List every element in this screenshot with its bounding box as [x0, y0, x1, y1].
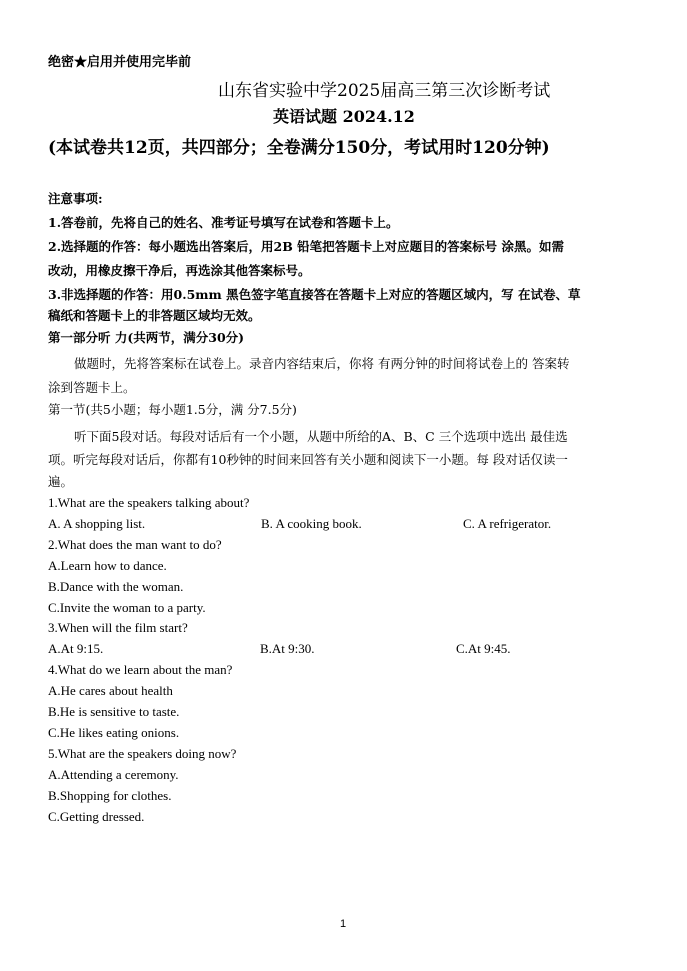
notice-item-2-cont: 改动，用橡皮擦干净后，再选涂其他答案标号。	[48, 263, 311, 278]
question-5-option-b: B.Shopping for clothes.	[48, 788, 172, 803]
question-3-stem: 3.When will the film start?	[48, 620, 188, 635]
notice-heading: 注意事项:	[48, 191, 103, 206]
question-3-option-b: B.At 9:30.	[260, 641, 315, 656]
question-4-option-a: A.He cares about health	[48, 683, 173, 698]
exam-subject: 英语试题 2024.12	[273, 107, 415, 126]
question-4-option-b: B.He is sensitive to taste.	[48, 704, 180, 719]
question-2-option-a: A.Learn how to dance.	[48, 558, 167, 573]
section1-intro-3: 遍。	[48, 474, 74, 489]
question-1-option-a: A. A shopping list.	[48, 516, 146, 531]
page-number: 1	[340, 918, 347, 930]
notice-item-3-cont: 稿纸和答题卡上的非答题区域均无效。	[48, 308, 261, 323]
question-3-option-c: C.At 9:45.	[456, 641, 511, 656]
question-2-stem: 2.What does the man want to do?	[48, 537, 222, 552]
section1-intro: 听下面5段对话。每段对话后有一个小题，从题中所给的A、B、C 三个选项中选出 最佳选	[74, 429, 568, 444]
notice-item-2: 2.选择题的作答：每小题选出答案后，用2B 铅笔把答题卡上对应题目的答案标号 涂黑。如需	[48, 239, 565, 254]
question-5-stem: 5.What are the speakers doing now?	[48, 746, 237, 761]
question-4-stem: 4.What do we learn about the man?	[48, 662, 233, 677]
question-2-option-c: C.Invite the woman to a party.	[48, 600, 206, 615]
question-1-stem: 1.What are the speakers talking about?	[48, 495, 250, 510]
notice-item-1: 1.答卷前，先将自己的姓名、准考证号填写在试卷和答题卡上。	[48, 215, 399, 230]
notice-item-3: 3.非选择题的作答：用0.5mm 黑色签字笔直接答在答题卡上对应的答题区域内，写 在试卷、草	[48, 287, 581, 302]
question-2-option-b: B.Dance with the woman.	[48, 579, 184, 594]
question-3-option-a: A.At 9:15.	[48, 641, 104, 656]
part1-intro: 做题时，先将答案标在试卷上。录音内容结束后，你将 有两分钟的时间将试卷上的 答案转	[74, 356, 570, 371]
question-4-option-c: C.He likes eating onions.	[48, 725, 180, 740]
question-5-option-a: A.Attending a ceremony.	[48, 767, 179, 782]
question-1-option-b: B. A cooking book.	[261, 516, 362, 531]
part1-intro-cont: 涂到答题卡上。	[48, 380, 136, 395]
section1-heading: 第一节(共5小题；每小题1.5分，满 分7.5分)	[48, 402, 297, 417]
exam-info: (本试卷共12页，共四部分；全卷满分150分，考试用时120分钟)	[48, 138, 550, 158]
confidential-notice: 绝密★启用并使用完毕前	[48, 55, 192, 70]
section1-intro-2: 项。听完每段对话后，你都有10秒钟的时间来回答有关小题和阅读下一小题。每 段对话仅读一	[48, 452, 568, 467]
question-5-option-c: C.Getting dressed.	[48, 809, 145, 824]
exam-title: 山东省实验中学2025届高三第三次诊断考试	[218, 81, 551, 101]
question-1-option-c: C. A refrigerator.	[463, 516, 552, 531]
part1-heading: 第一部分听 力(共两节，满分30分)	[48, 330, 245, 345]
